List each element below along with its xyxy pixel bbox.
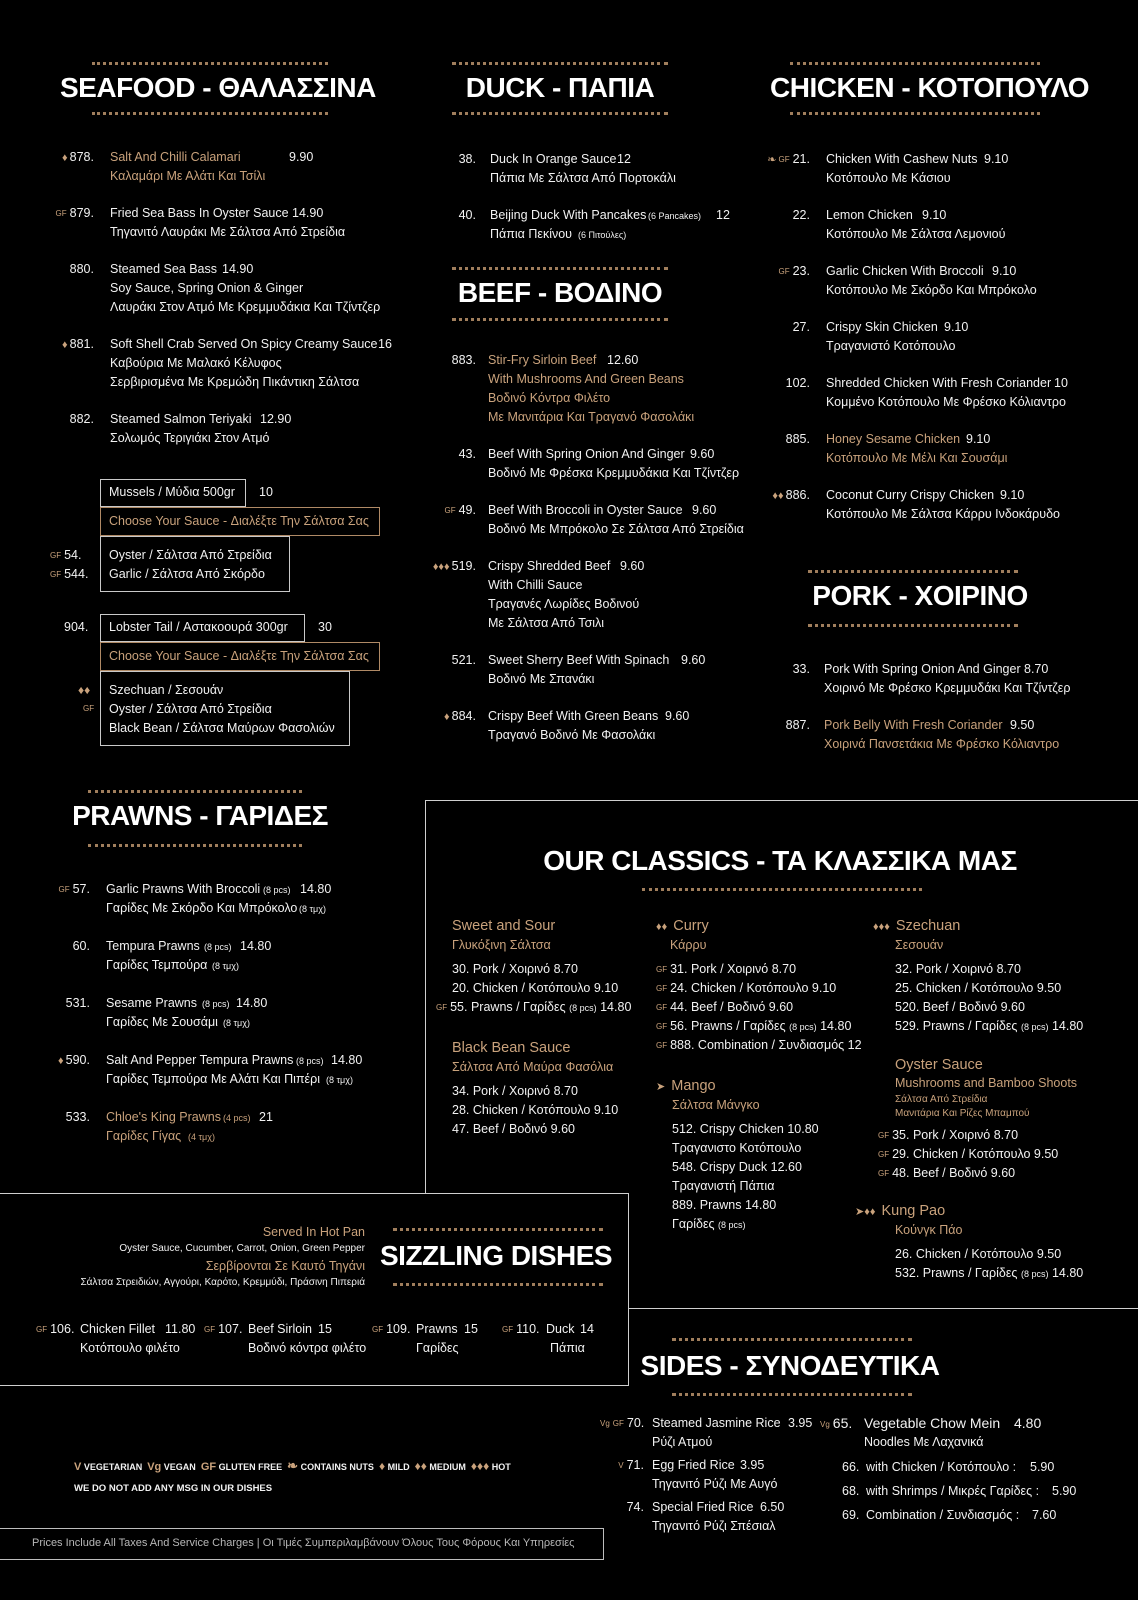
classic-row: Γαρίδες (8 pcs): [672, 1217, 746, 1231]
section-title-pork: PORK - ΧΟΙΡΙΝΟ: [812, 580, 1028, 611]
classic-heading: ♦♦♦ Szechuan: [873, 918, 961, 934]
divider: [452, 267, 668, 270]
classic-subheading: Σάλτσα Από Στρείδια: [895, 1094, 988, 1105]
option-num: GF 544.: [50, 567, 89, 581]
divider: [790, 112, 1040, 115]
sizzling-desc: Σερβίρονται Σε Καυτό Τηγάνι: [205, 1259, 365, 1273]
classic-heading: Sweet and Sour: [452, 918, 556, 934]
section-title-seafood: SEAFOOD - ΘΑΛΑΣΣΙΝΑ: [60, 72, 376, 103]
gluten-free-tag: GF: [55, 209, 67, 219]
divider: [808, 624, 1018, 627]
classic-subheading: Κούνγκ Πάο: [895, 1223, 963, 1237]
hot-chili-icon: ♦♦♦: [432, 561, 450, 573]
sauce-options-box: [100, 536, 290, 592]
divider: [672, 1393, 912, 1396]
divider: [452, 112, 668, 115]
classic-row: Τραγανιστή Πάπια: [672, 1179, 775, 1193]
divider: [452, 318, 668, 321]
divider: [393, 1283, 603, 1286]
classic-row: GF 55. Prawns / Γαρίδες (8 pcs) 14.80: [436, 1000, 632, 1014]
section-title-duck: DUCK - ΠΑΠΙΑ: [465, 72, 655, 103]
divider: [92, 62, 328, 65]
classic-heading: ➤ Mango: [656, 1078, 716, 1094]
classic-row: 520. Beef / Βοδινό 9.60: [895, 1000, 1025, 1014]
sauce-option: Black Bean / Σάλτσα Μαύρων Φασολιών: [109, 721, 335, 735]
hot-chili-icon: ♦♦♦: [470, 1459, 490, 1473]
sauce-option: Oyster / Σάλτσα Από Στρείδια: [109, 548, 272, 562]
classic-row: GF 29. Chicken / Κοτόπουλο 9.50: [878, 1147, 1059, 1161]
classic-row: Τραγανιστο Κοτόπουλο: [672, 1141, 802, 1155]
divider: [790, 62, 1040, 65]
classic-row: GF 31. Pork / Χοιρινό 8.70: [656, 962, 797, 976]
classic-subheading: Σάλτσα Από Μαύρα Φασόλια: [452, 1060, 614, 1074]
section-title-chicken: CHICKEN - ΚΟΤΟΠΟΥΛΟ: [770, 72, 1090, 103]
choose-sauce-label: Choose Your Sauce - Διαλέξτε Την Σάλτσα Σας: [109, 649, 369, 663]
classic-row: 28. Chicken / Κοτόπουλο 9.10: [452, 1103, 619, 1117]
classic-row: GF 44. Beef / Βοδινό 9.60: [656, 1000, 794, 1014]
classic-subheading: Κάρρυ: [670, 938, 707, 952]
mild-chili-icon: ♦: [444, 711, 450, 723]
nuts-icon: ❧: [767, 154, 777, 166]
sizzling-desc: Σάλτσα Στρειδιών, Αγγούρι, Καρότο, Κρεμμύδι, Πράσινη Πιπεριά: [80, 1277, 365, 1288]
classic-heading: Oyster Sauce: [895, 1057, 983, 1073]
classic-subheading: Σεσουάν: [895, 938, 944, 952]
classic-row: 20. Chicken / Κοτόπουλο 9.10: [452, 981, 619, 995]
divider: [88, 790, 302, 793]
divider: [808, 570, 1018, 573]
mussels-label: Mussels / Μύδια 500gr: [109, 485, 235, 499]
classic-row: 34. Pork / Χοιρινό 8.70: [452, 1084, 578, 1098]
classic-row: 47. Beef / Βοδινό 9.60: [452, 1122, 576, 1136]
hot-chili-icon: ♦♦♦: [873, 921, 890, 933]
classic-row: GF 56. Prawns / Γαρίδες (8 pcs) 14.80: [656, 1019, 852, 1033]
divider: [92, 112, 328, 115]
mussels-price: 10: [259, 485, 273, 499]
mango-icon: ➤: [656, 1081, 666, 1093]
sauce-option: Garlic / Σάλτσα Από Σκόρδο: [109, 567, 265, 581]
lobster-num: 904.: [64, 620, 89, 634]
divider: [452, 62, 668, 65]
classic-row: GF 35. Pork / Χοιρινό 8.70: [878, 1128, 1019, 1142]
classic-row: 529. Prawns / Γαρίδες (8 pcs) 14.80: [895, 1019, 1084, 1033]
lobster-price: 30: [318, 620, 332, 634]
classic-subheading: Γλυκόξινη Σάλτσα: [452, 938, 551, 952]
divider: [642, 888, 922, 891]
medium-chili-icon: ♦♦: [656, 921, 668, 933]
medium-chili-icon: ♦♦: [414, 1459, 427, 1473]
lobster-label: Lobster Tail / Αστακοουρά 300gr: [109, 620, 288, 634]
classic-row: GF 48. Beef / Βοδινό 9.60: [878, 1166, 1016, 1180]
medium-chili-icon: ♦♦: [772, 490, 784, 502]
nuts-icon: ❧: [287, 1458, 299, 1473]
classic-row: GF 24. Chicken / Κοτόπουλο 9.10: [656, 981, 837, 995]
classic-row: 32. Pork / Χοιρινό 8.70: [895, 962, 1021, 976]
classic-row: 30. Pork / Χοιρινό 8.70: [452, 962, 578, 976]
sauce-option: Oyster / Σάλτσα Από Στρείδια: [109, 702, 272, 716]
classic-heading: ➤♦♦ Kung Pao: [855, 1203, 946, 1219]
section-title-sides: SIDES - ΣΥΝΟΔΕΥΤΙΚΑ: [640, 1350, 940, 1381]
section-title-classics: OUR CLASSICS - ΤΑ ΚΛΑΣΣΙΚΑ ΜΑΣ: [543, 845, 1017, 876]
nuts-hot-icon: ➤♦♦: [855, 1206, 876, 1218]
divider: [672, 1338, 912, 1341]
classic-row: 25. Chicken / Κοτόπουλο 9.50: [895, 981, 1062, 995]
sauce-option: Szechuan / Σεσουάν: [109, 683, 224, 697]
classic-row: 512. Crispy Chicken 10.80: [672, 1122, 819, 1136]
classic-heading: Black Bean Sauce: [452, 1040, 571, 1056]
choose-sauce-label: Choose Your Sauce - Διαλέξτε Την Σάλτσα Σας: [109, 514, 369, 528]
classic-heading: ♦♦ Curry: [656, 918, 709, 934]
footer-note: Prices Include All Taxes And Service Charges | Οι Τιμές Συμπεριλαμβάνουν Όλους Τους Φόρους Και Υπηρεσίες: [32, 1537, 575, 1549]
mild-chili-icon: ♦: [58, 1055, 64, 1067]
legend: V VEGETARIAN Vg VEGAN GF GLUTEN FREE ❧ CONTAINS NUTS ♦ MILD ♦♦ MEDIUM ♦♦♦ HOT: [74, 1458, 511, 1473]
section-title-sizzling: SIZZLING DISHES: [380, 1240, 613, 1271]
section-title-beef: BEEF - ΒΟΔΙΝΟ: [457, 277, 663, 308]
mild-chili-icon: ♦: [62, 152, 68, 164]
section-title-prawns: PRAWNS - ΓΑΡΙΔΕΣ: [72, 800, 328, 831]
classic-subheading: Mushrooms and Bamboo Shoots: [895, 1076, 1078, 1090]
classic-row: 548. Crispy Duck 12.60: [672, 1160, 802, 1174]
mild-chili-icon: ♦: [62, 339, 68, 351]
classic-subheading: Σάλτσα Μάνγκο: [672, 1098, 760, 1112]
divider: [393, 1228, 603, 1231]
medium-chili-icon: ♦♦: [78, 683, 91, 697]
option-num: GF 54.: [50, 548, 82, 562]
classic-subheading: Μανιτάρια Και Ρίζες Μπαμπού: [895, 1108, 1030, 1119]
classic-row: 889. Prawns 14.80: [672, 1198, 777, 1212]
classic-row: 532. Prawns / Γαρίδες (8 pcs) 14.80: [895, 1266, 1084, 1280]
divider: [88, 844, 302, 847]
classic-row: 26. Chicken / Κοτόπουλο 9.50: [895, 1247, 1062, 1261]
msg-note: WE DO NOT ADD ANY MSG IN OUR DISHES: [74, 1483, 273, 1494]
sizzling-desc: Oyster Sauce, Cucumber, Carrot, Onion, Green Pepper: [119, 1243, 365, 1254]
sizzling-desc: Served In Hot Pan: [262, 1225, 365, 1239]
mild-chili-icon: ♦: [378, 1459, 386, 1473]
classic-row: GF 888. Combination / Συνδιασμός 12: [656, 1038, 862, 1052]
gluten-free-tag: GF: [83, 704, 95, 713]
